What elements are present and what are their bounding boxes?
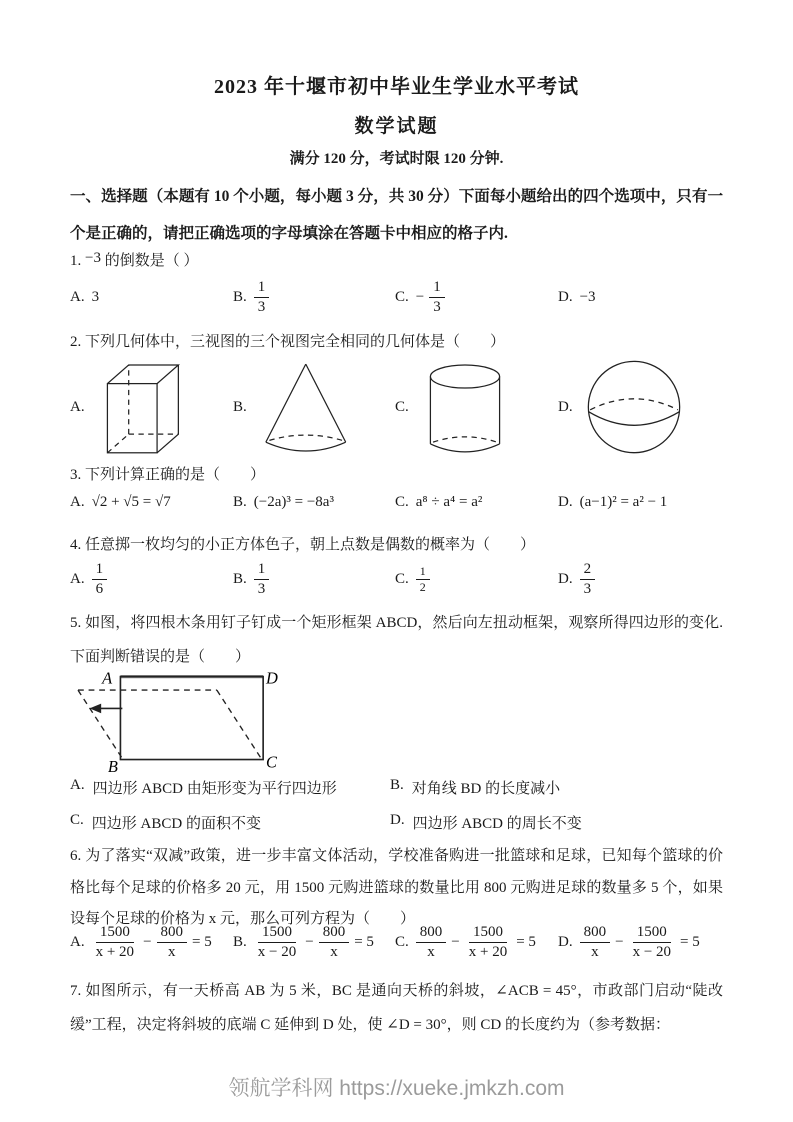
option-label: A.	[70, 570, 85, 587]
equation	[416, 923, 536, 962]
option-label: C.	[395, 933, 409, 950]
numerator: 1	[429, 278, 445, 298]
numerator: 1500	[633, 923, 671, 943]
cone-figure	[253, 357, 355, 459]
option-label: C.	[395, 494, 409, 510]
fraction	[92, 923, 138, 962]
q6-option-a	[70, 923, 233, 962]
q3-option-d	[558, 494, 723, 511]
minus-sign: −	[415, 288, 425, 305]
fraction	[254, 560, 270, 599]
denominator: x − 20	[257, 943, 297, 960]
fraction	[157, 923, 188, 962]
equation	[92, 923, 212, 962]
exam-title: 2023 年十堰市初中毕业生学业水平考试	[214, 76, 579, 98]
option-label: B.	[233, 933, 247, 950]
question-6-options	[70, 923, 723, 962]
option-label: D.	[390, 812, 405, 828]
q4-option-d	[558, 560, 723, 599]
fraction	[465, 923, 511, 962]
q1-option-c	[395, 278, 558, 317]
q1-stem-math: −3	[85, 250, 101, 266]
question-5-figure	[66, 666, 306, 779]
numerator: 1	[92, 560, 108, 580]
option-label: C.	[70, 812, 84, 828]
equals-rhs: = 5	[354, 933, 374, 950]
numerator: 1500	[469, 923, 507, 943]
numerator: 800	[416, 923, 447, 943]
numerator: 1500	[96, 923, 134, 943]
option-label: A.	[70, 933, 85, 950]
vertex-label-d: D	[266, 668, 278, 688]
option-expression: a⁸ ÷ a⁴ = a²	[415, 494, 483, 510]
q5-option-c	[70, 812, 390, 833]
left-arrow-icon	[90, 704, 123, 714]
question-1-stem	[70, 250, 723, 272]
option-label: C.	[395, 288, 409, 305]
equals-rhs: = 5	[516, 933, 536, 950]
denominator: x − 20	[632, 943, 672, 960]
cylinder-figure	[415, 357, 515, 459]
minus-sign: −	[451, 933, 460, 950]
option-value: 3	[91, 288, 100, 305]
option-value: −3	[579, 288, 596, 305]
exam-subtitle: 数学试题	[354, 116, 439, 137]
option-label: A.	[70, 777, 85, 793]
parallelogram-frame-figure	[66, 666, 306, 774]
q3-option-b	[233, 494, 395, 511]
fraction	[92, 560, 108, 599]
vertex-label-a: A	[102, 668, 113, 688]
denominator: 6	[95, 580, 104, 597]
q1-stem-text: 的倒数是（ ）	[104, 253, 199, 269]
q1-option-d	[558, 289, 723, 306]
question-2-options	[70, 355, 723, 460]
numerator: 800	[319, 923, 350, 943]
option-label: D.	[558, 933, 573, 950]
denominator: 3	[583, 580, 592, 597]
fraction	[254, 278, 270, 317]
option-text: 对角线 BD 的长度减小	[411, 781, 561, 797]
twisted-parallelogram-outline	[78, 690, 261, 758]
cuboid-figure	[91, 357, 193, 459]
minus-sign: −	[143, 933, 152, 950]
q2-option-a	[70, 357, 233, 459]
question-5-stem: 5. 如图，将四根木条用钉子钉成一个矩形框架 ABCD，然后向左扭动框架，观察所得四边形的变化. 下面判断错误的是（ ）	[70, 615, 723, 665]
minus-sign: −	[615, 933, 624, 950]
option-label: D.	[558, 494, 573, 510]
q5-option-a	[70, 777, 390, 798]
vertex-label-b: B	[107, 757, 118, 774]
denominator: x	[330, 943, 338, 960]
question-4-stem: 4. 任意掷一枚均匀的小正方体色子，朝上点数是偶数的概率为（ ）	[70, 537, 536, 553]
q5-option-b	[390, 777, 723, 798]
q2-option-b	[233, 357, 395, 459]
option-label: B.	[233, 399, 247, 415]
question-4-options	[70, 560, 723, 599]
q3-option-a	[70, 494, 233, 511]
option-label: B.	[233, 570, 247, 587]
option-label: C.	[395, 570, 409, 587]
fraction	[319, 923, 350, 962]
sphere-figure	[579, 355, 689, 460]
option-expression: (−2a)³ = −8a³	[253, 494, 334, 510]
question-5-options	[70, 777, 723, 833]
option-expression: √2 + √5 = √7	[91, 494, 171, 510]
q6-option-d	[558, 923, 723, 962]
section-1-heading: 一、选择题（本题有 10 个小题，每小题 3 分，共 30 分）下面每小题给出的四个选项中，只有一个是正确的，请把正确选项的字母填涂在答题卡中相应的格子内.	[70, 188, 723, 242]
option-label: D.	[558, 570, 573, 587]
option-label: B.	[233, 288, 247, 305]
option-label: B.	[233, 494, 247, 510]
option-label: D.	[558, 399, 573, 415]
question-3-stem: 3. 下列计算正确的是（ ）	[70, 467, 266, 483]
q1-option-b	[233, 278, 395, 317]
option-label: B.	[390, 777, 404, 793]
denominator: 3	[433, 298, 441, 315]
q6-option-c	[395, 923, 558, 962]
q1-option-a	[70, 289, 233, 306]
denominator: 3	[257, 580, 266, 597]
fraction	[629, 923, 675, 962]
q4-option-c	[395, 564, 558, 595]
numerator: 1	[254, 278, 270, 298]
option-label: A.	[70, 494, 85, 510]
numerator: 1	[254, 560, 270, 580]
fraction	[580, 923, 611, 962]
option-value	[416, 278, 445, 317]
question-1-options	[70, 278, 723, 317]
vertex-label-c: C	[266, 752, 277, 772]
q2-option-c	[395, 357, 558, 459]
watermark-text: 领航学科网 https://xueke.jmkzh.com	[228, 1077, 565, 1100]
question-6-stem: 6. 为了落实“双减”政策，进一步丰富文体活动，学校准备购进一批篮球和足球，已知每个篮球的价格比每个足球的价格多 20 元，用 1500 元购进篮球的数量比用 800 元购进足球的数量多 5 个，如果设每个足球的价格为 x 元，那么可列方程为（ ）	[70, 848, 723, 927]
equals-rhs: = 5	[192, 933, 212, 950]
numerator: 1	[416, 564, 430, 580]
equation	[580, 923, 700, 962]
question-3-options	[70, 494, 723, 511]
option-label: A.	[70, 399, 85, 415]
option-text: 四边形 ABCD 由矩形变为平行四边形	[92, 781, 337, 797]
fraction	[429, 278, 445, 317]
numerator: 1500	[258, 923, 296, 943]
option-label: A.	[70, 288, 85, 305]
denominator: x	[168, 943, 176, 960]
q5-option-d	[390, 812, 723, 833]
option-expression: (a−1)² = a² − 1	[579, 494, 668, 510]
q4-option-b	[233, 560, 395, 599]
q2-option-d	[558, 355, 723, 460]
denominator: 3	[257, 298, 266, 315]
question-2-stem: 2. 下列几何体中，三视图的三个视图完全相同的几何体是（ ）	[70, 334, 506, 350]
numerator: 2	[580, 560, 596, 580]
exam-info-line: 满分 120 分，考试时限 120 分钟.	[289, 151, 504, 167]
option-label: D.	[558, 288, 573, 305]
denominator: x	[427, 943, 435, 960]
fraction	[416, 564, 430, 595]
denominator: x	[591, 943, 599, 960]
equation	[254, 923, 374, 962]
denominator: x + 20	[468, 943, 508, 960]
denominator: x + 20	[95, 943, 135, 960]
option-label: C.	[395, 399, 409, 415]
q6-option-b	[233, 923, 395, 962]
denominator: 2	[419, 579, 426, 594]
fraction	[416, 923, 447, 962]
numerator: 800	[580, 923, 611, 943]
minus-sign: −	[305, 933, 314, 950]
equals-rhs: = 5	[680, 933, 700, 950]
q1-number: 1.	[70, 253, 82, 269]
option-text: 四边形 ABCD 的面积不变	[91, 816, 261, 832]
fraction	[254, 923, 300, 962]
q3-option-c	[395, 494, 558, 511]
option-text: 四边形 ABCD 的周长不变	[412, 816, 582, 832]
question-7-stem: 7. 如图所示，有一天桥高 AB 为 5 米，BC 是通向天桥的斜坡，∠ACB = 45°，市政部门启动“陡改缓”工程，决定将斜坡的底端 C 延伸到 D 处，使 ∠D = 30°，则 CD 的长度约为（参考数据：	[70, 983, 723, 1033]
fraction	[580, 560, 596, 599]
q4-option-a	[70, 560, 233, 599]
numerator: 800	[157, 923, 188, 943]
